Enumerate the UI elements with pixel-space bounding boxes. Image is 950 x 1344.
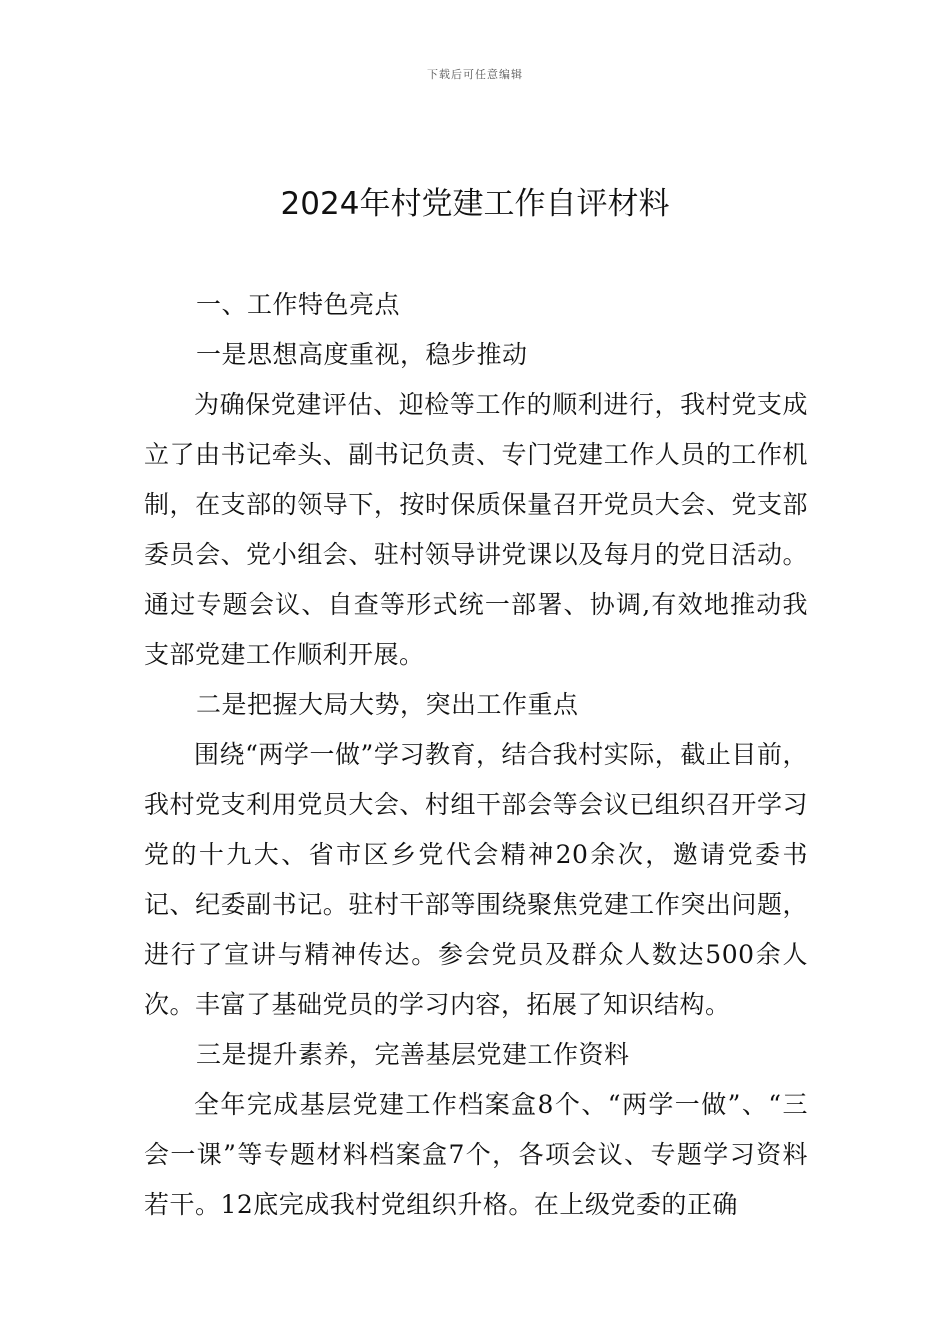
document-body <box>144 280 808 1230</box>
header-note: 下载后可任意编辑 <box>427 68 523 81</box>
section-heading: 一、工作特色亮点 <box>196 290 401 319</box>
body-paragraph: 围绕“两学一做”学习教育，结合我村实际，截止目前，我村党支利用党员大会、村组干部会等会议已组织召开学习党的十九大、省市区乡党代会精神20余次，邀请党委书记、纪委副书记。驻村干部等围绕聚焦党建工作突出问题，进行了宣讲与精神传达。参会党员及群众人数达500余人次。丰富了基础党员的学习内容，拓展了知识结构。 <box>144 740 808 1019</box>
body-paragraph: 为确保党建评估、迎检等工作的顺利进行，我村党支成立了由书记牵头、副书记负责、专门党建工作人员的工作机制，在支部的领导下，按时保质保量召开党员大会、党支部委员会、党小组会、驻村领导讲党课以及每月的党日活动。通过专题会议、自查等形式统一部署、协调,有效地推动我支部党建工作顺利开展。 <box>144 390 808 669</box>
subheading: 三是提升素养，完善基层党建工作资料 <box>196 1040 630 1069</box>
body-paragraph: 全年完成基层党建工作档案盒8个、“两学一做”、“三会一课”等专题材料档案盒7个，各项会议、专题学习资料若干。12底完成我村党组织升格。在上级党委的正确 <box>144 1090 808 1219</box>
document-title: 2024年村党建工作自评材料 <box>280 186 670 222</box>
subheading: 二是把握大局大势，突出工作重点 <box>196 690 579 719</box>
subheading: 一是思想高度重视，稳步推动 <box>196 340 528 369</box>
